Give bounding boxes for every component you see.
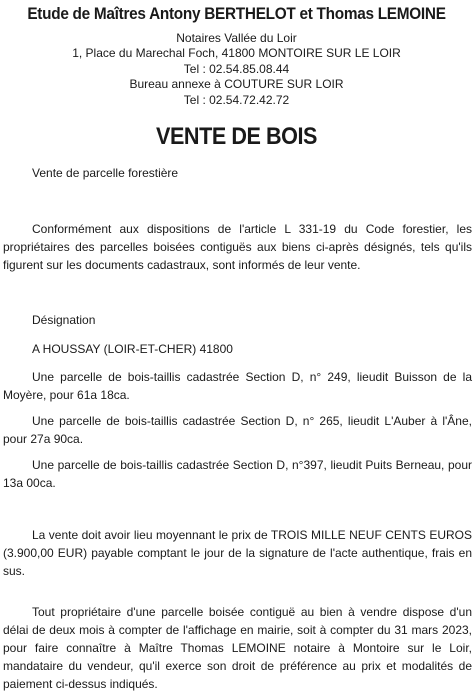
address-line-annex: Bureau annexe à COUTURE SUR LOIR	[129, 77, 344, 92]
address-line-street: 1, Place du Marechal Foch, 41800 MONTOIRE SUR LE LOIR	[72, 46, 401, 61]
firm-title: Etude de Maîtres Antony BERTHELOT et Thomas LEMOINE	[27, 5, 446, 23]
address-line-office: Notaires Vallée du Loir	[176, 31, 297, 45]
address-line-phone: Tel : 02.54.85.08.44	[183, 61, 290, 76]
parcel-location: A HOUSSAY (LOIR-ET-CHER) 41800	[32, 342, 233, 356]
firm-address-block	[0, 31, 473, 108]
intro-paragraph: Conformément aux dispositions de l'article L 331-19 du Code forestier, les propriétaires des parcelles boisées contiguës aux biens ci-après désignés, tels qu'ils figurent sur les documents cadastraux, sont informés de leur vente.	[3, 222, 472, 272]
parcel-item-1: Une parcelle de bois-taillis cadastrée Section D, n° 249, lieudit Buisson de la Moyère, pour 61a 18ca.	[3, 370, 472, 402]
parcel-item-2: Une parcelle de bois-taillis cadastrée Section D, n° 265, lieudit L'Auber à l'Âne, pour 27a 90ca.	[3, 414, 472, 446]
address-line-annex-phone: Tel : 02.54.72.42.72	[183, 92, 290, 107]
designation-label: Désignation	[32, 313, 96, 327]
preemption-paragraph: Tout propriétaire d'une parcelle boisée contiguë au bien à vendre dispose d'un délai de deux mois à compter de l'affichage en mairie, soit à compter du 31 mars 2023, pour faire connaître à Maître Thomas LEMOINE notaire à Montoire sur le Loir, mandataire du vendeur, qu'il exerce son droit de préférence au prix et modalités de paiement ci-dessus indiqués.	[3, 605, 472, 691]
price-paragraph: La vente doit avoir lieu moyennant le prix de TROIS MILLE NEUF CENTS EUROS (3.900,00 EUR) payable comptant le jour de la signature de l'acte authentique, frais en sus.	[3, 528, 472, 578]
notice-title: VENTE DE BOIS	[156, 123, 317, 150]
notice-subtitle: Vente de parcelle forestière	[32, 166, 179, 180]
parcel-item-3: Une parcelle de bois-taillis cadastrée Section D, n°397, lieudit Puits Berneau, pour 13a 00ca.	[3, 458, 472, 490]
